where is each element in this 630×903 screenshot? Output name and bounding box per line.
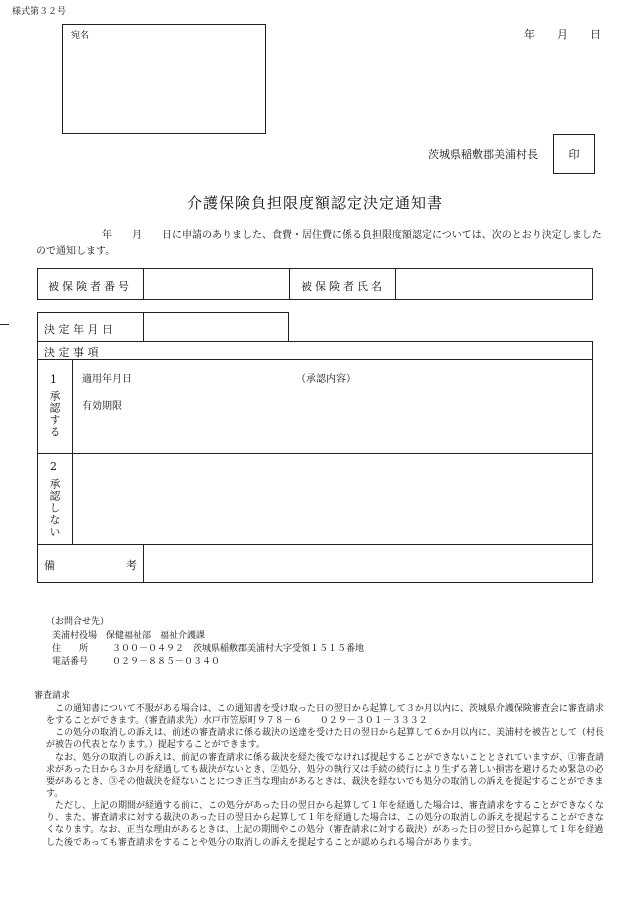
seal-box: [553, 134, 595, 174]
decision-date-value[interactable]: [144, 313, 288, 341]
remarks-label-first: 備: [44, 559, 55, 572]
document-title: 介護保険負担限度額認定決定通知書: [186, 194, 443, 212]
addressee-label: 宛名: [71, 31, 90, 41]
addressee-box: [62, 24, 266, 134]
contact-office: 美浦村役場 保健福祉部 福祉介護課: [52, 631, 206, 641]
divider: [289, 269, 290, 299]
form-number: 様式第３２号: [12, 7, 67, 17]
date-line: 年 月 日: [524, 28, 601, 41]
contact-phone-label: 電話番号: [52, 657, 89, 667]
insured-info-row: [37, 268, 593, 300]
decision-date-label: 決 定 年 月 日: [44, 323, 113, 336]
insured-number-label: 被保険者番号: [48, 280, 132, 293]
appeal-heading: 審査請求: [34, 691, 71, 701]
intro-text: 年 月 日に申請のありました、食費・居住費に係る負担限度額認定については、次のとおり決定しましたので通知します。: [36, 230, 602, 257]
divider: [38, 453, 592, 454]
appeal-paragraph-1: この通知書について不服がある場合は、この通知書を受け取った日の翌日から起算して３か月以内に、茨城県介護保険審査会に審査請求をすることができます。（審査請求先）水戸市笠原町９７８－６ ０２９－３０１－３３３２: [46, 704, 604, 727]
reject-label: 承認しない: [48, 478, 61, 538]
margin-tick: [0, 324, 9, 325]
insured-number-value[interactable]: [144, 269, 289, 299]
decision-items-block: [37, 341, 593, 583]
divider: [38, 359, 592, 360]
approve-content-label: （承認内容）: [296, 374, 356, 385]
remarks-value[interactable]: [144, 545, 592, 582]
approve-label: 承認する: [48, 390, 61, 438]
appeal-paragraph-4: ただし、上記の期間が経過する前に、この処分があった日の翌日から起算して１年を経過した場合は、審査請求をすることができなくなり、また、審査請求に対する裁決のあった日の翌日から起算して１年を経過した場合は、この処分の取消しの訴えを提起することができなくなります。なお、正当な理由があるときは、上記の期間やこの処分（審査請求に対する裁決）があった日の翌日から起算して１年を経過した後であっても審査請求をすることや処分の取消しの訴えを提起することが認められる場合があります。: [46, 801, 604, 848]
issuer-name: 茨城県稲敷郡美浦村長: [428, 148, 538, 161]
decision-date-row: [37, 312, 289, 342]
contact-address-label: 住 所: [52, 644, 89, 654]
insured-name-label: 被保険者氏名: [301, 280, 385, 293]
appeal-body: [46, 703, 608, 849]
seal-mark: 印: [568, 148, 580, 161]
approve-effective-label: 適用年月日: [82, 374, 132, 385]
approve-validity-label: 有効期限: [82, 401, 122, 412]
contact-address-value: ３００－０４９２ 茨城県稲敷郡美浦村大字受領１５１５番地: [112, 644, 365, 654]
decision-items-label: 決 定 事 項: [44, 346, 99, 359]
appeal-paragraph-3: なお、処分の取消しの訴えは、前記の審査請求に係る裁決を経た後でなければ提起することができないこととされていますが、①審査請求があった日から３か月を経過しても裁決がないとき、②処分、処分の執行又は手続の続行により生ずる著しい損害を避けるため緊急の必要があるとき、③その他裁決を経ないことにつき正当な理由があるときは、裁決を経ないでも処分の取消しの訴えを提起することができます。: [46, 752, 605, 799]
divider: [72, 359, 73, 545]
remarks-label-second: 考: [126, 559, 137, 572]
insured-name-value[interactable]: [396, 269, 592, 299]
approve-number: 1: [50, 373, 57, 386]
contact-phone-value: ０２９－８８５－０３４０: [112, 657, 221, 667]
appeal-paragraph-2: この処分の取消しの訴えは、前述の審査請求に係る裁決の送達を受けた日の翌日から起算して６か月以内に、美浦村を被告として（村長が被告の代表となります。）提起することができます。: [46, 728, 605, 751]
contact-heading: （お問合せ先）: [46, 617, 110, 627]
reject-number: 2: [50, 460, 57, 473]
